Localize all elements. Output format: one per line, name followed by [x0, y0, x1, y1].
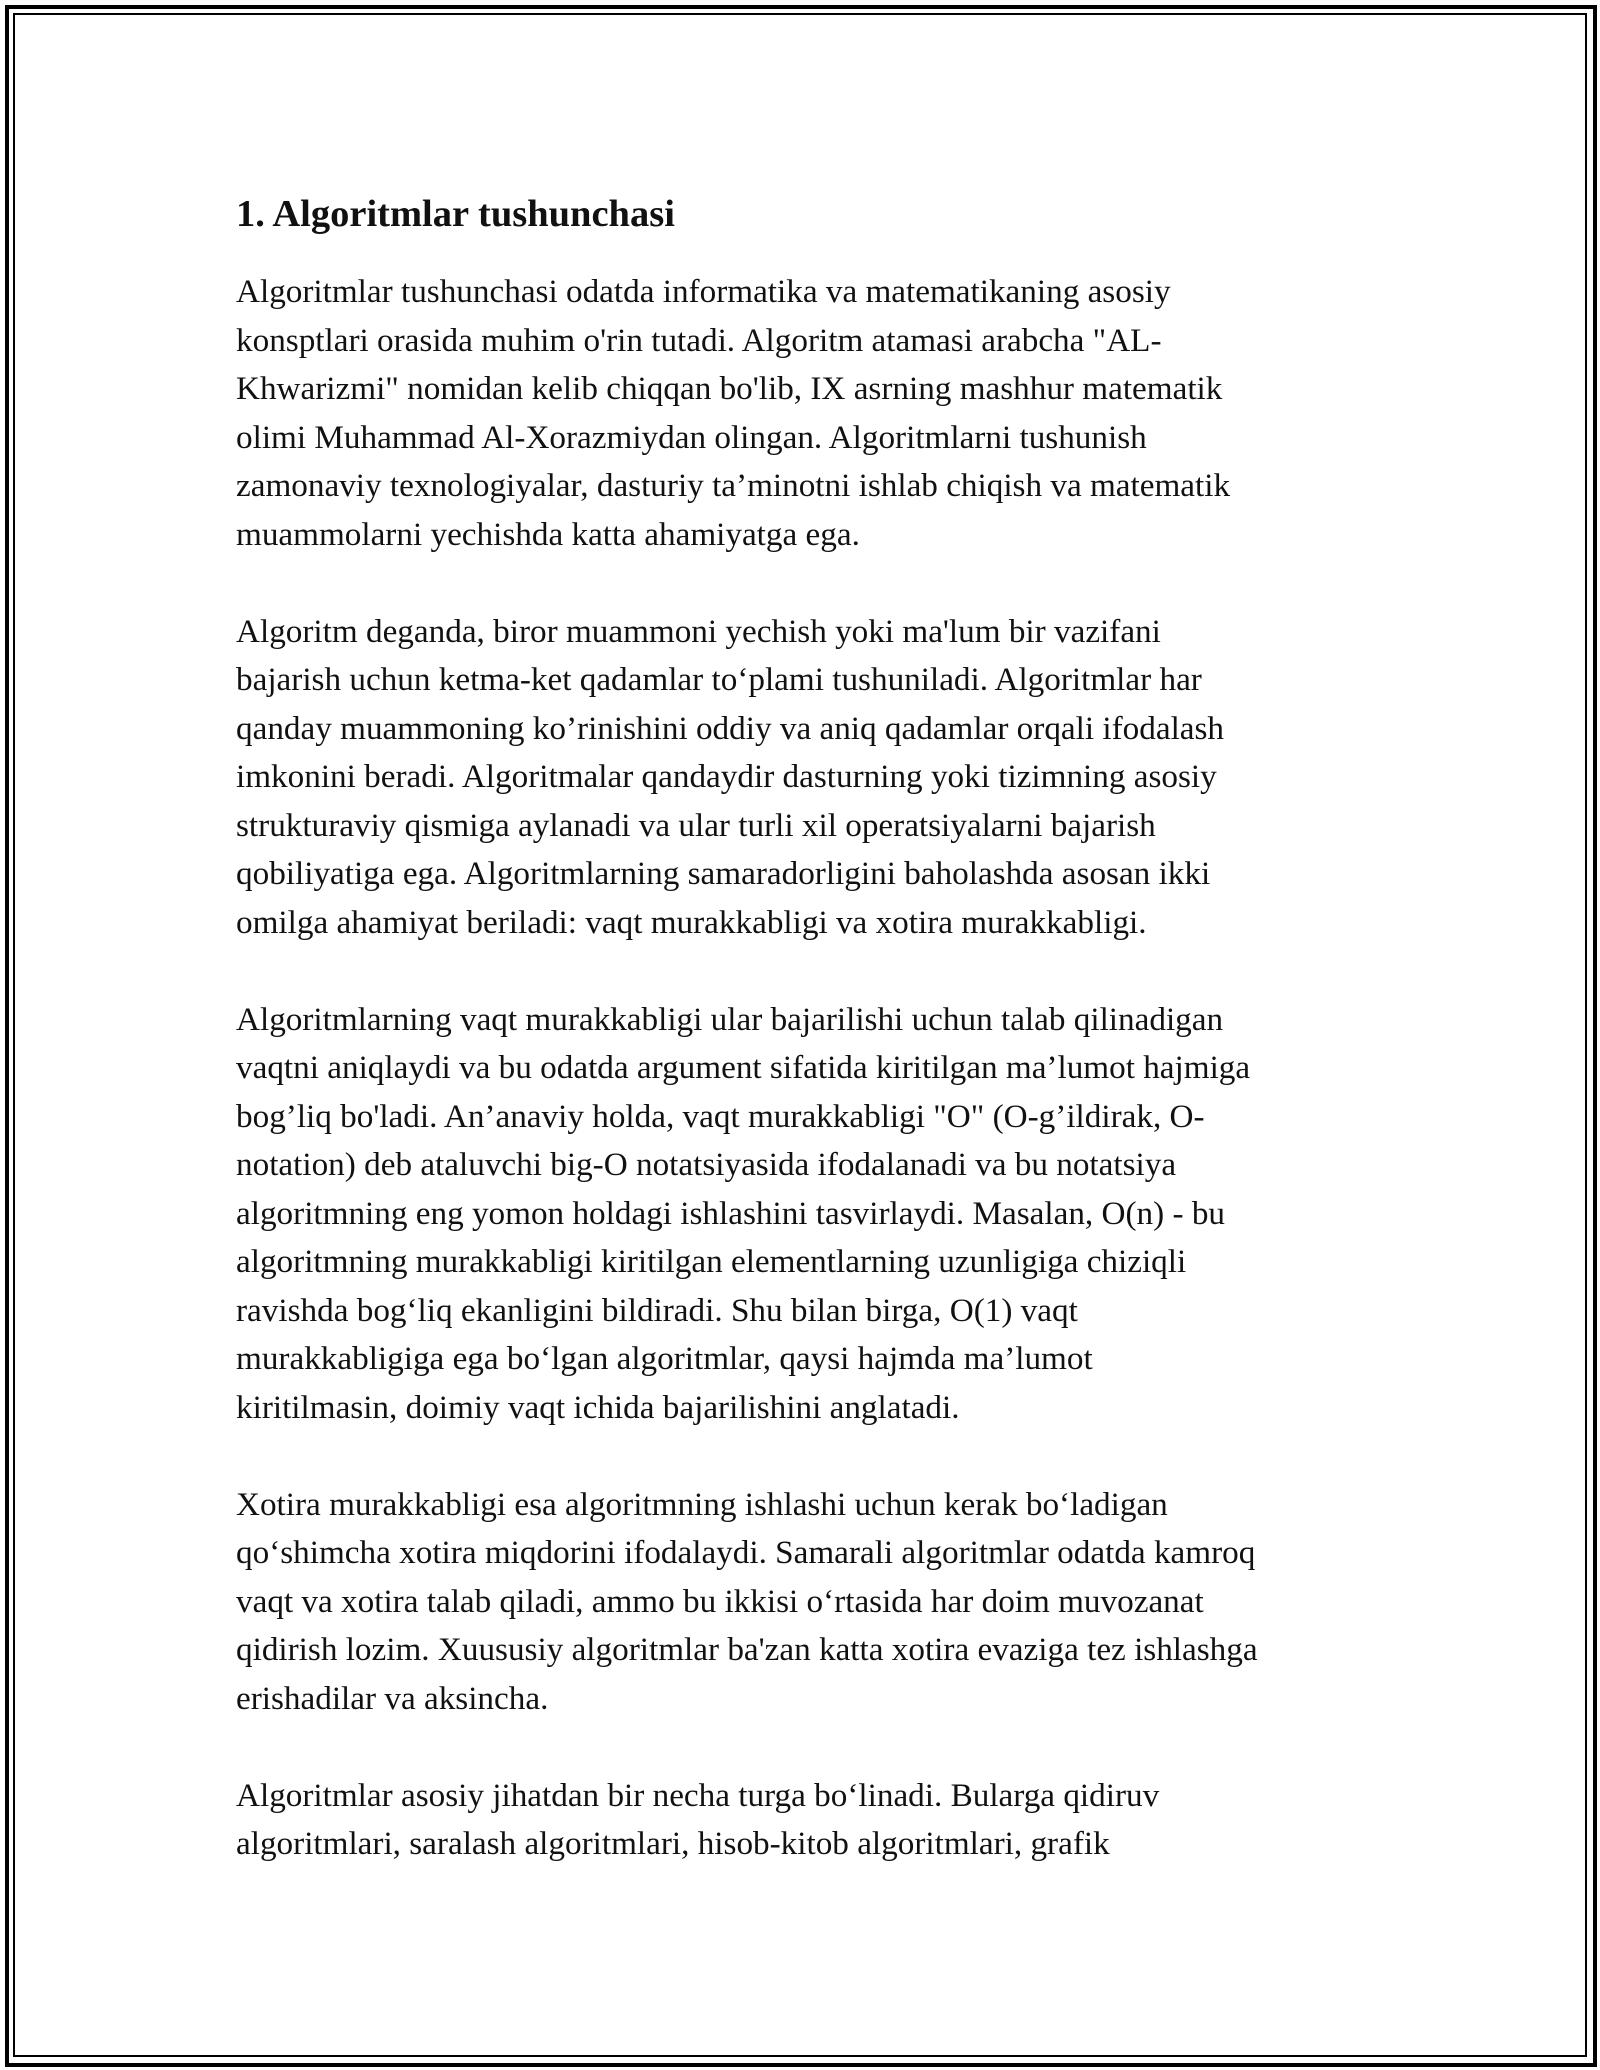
text-line: zamonaviy texnologiyalar, dasturiy ta’minotni ishlab chiqish va matematik	[236, 467, 1231, 504]
text-line: algoritmning murakkabligi kiritilgan elementlarning uzunligiga chiziqli	[236, 1243, 1187, 1280]
text-line: qobiliyatiga ega. Algoritmlarning samaradorligini baholashda asosan ikki	[236, 855, 1211, 892]
text-line: imkonini beradi. Algoritmalar qandaydir dasturning yoki tizimning asosiy	[236, 758, 1217, 795]
document-page	[236, 188, 1386, 1917]
text-line: qanday muammoning ko’rinishini oddiy va aniq qadamlar orqali ifodalash	[236, 709, 1225, 747]
text-line: konsptlari orasida muhim o'rin tutadi. Algoritm atamasi arabcha "AL-	[236, 321, 1162, 359]
text-line: Algoritm deganda, biror muammoni yechish yoki ma'lum bir vazifani	[236, 612, 1161, 650]
text-line: Khwarizmi" nomidan kelib chiqqan bo'lib, IX asrning mashhur matematik	[236, 370, 1223, 407]
text-line: bog’liq bo'ladi. An’anaviy holda, vaqt murakkabligi "O" (O-g’ildirak, O-	[236, 1097, 1205, 1135]
text-line: vaqtni aniqlaydi va bu odatda argument sifatida kiritilgan ma’lumot hajmiga	[236, 1049, 1251, 1086]
text-line: muammolarni yechishda katta ahamiyatga ega.	[236, 515, 860, 553]
text-line: murakkabligiga ega bo‘lgan algoritmlar, qaysi hajmda ma’lumot	[236, 1340, 1093, 1377]
text-line: kiritilmasin, doimiy vaqt ichida bajarilishini anglatadi.	[236, 1388, 960, 1426]
text-line: ravishda bog‘liq ekanligini bildiradi. Shu bilan birga, O(1) vaqt	[236, 1291, 1078, 1329]
text-line: qidirish lozim. Xuususiy algoritmlar ba'zan katta xotira evaziga tez ishlashga	[236, 1631, 1258, 1668]
text-line: Algoritmlarning vaqt murakkabligi ular bajarilishi uchun talab qilinadigan	[236, 1000, 1224, 1038]
text-line: algoritmlari, saralash algoritmlari, hisob-kitob algoritmlari, grafik	[236, 1825, 1110, 1862]
text-line: olimi Muhammad Al-Xorazmiydan olingan. Algoritmlarni tushunish	[236, 418, 1147, 456]
section-heading: 1. Algoritmlar tushunchasi	[236, 193, 675, 235]
text-line: qo‘shimcha xotira miqdorini ifodalaydi. Samarali algoritmlar odatda kamroq	[236, 1534, 1256, 1571]
text-line: Algoritmlar tushunchasi odatda informatika va matematikaning asosiy	[236, 273, 1171, 310]
paragraph-time-complexity	[236, 996, 1386, 1433]
paragraph-definition	[236, 608, 1386, 948]
text-line: omilga ahamiyat beriladi: vaqt murakkabligi va xotira murakkabligi.	[236, 903, 1147, 941]
paragraph-intro	[236, 268, 1386, 559]
paragraph-memory-complexity	[236, 1481, 1386, 1724]
text-line: Algoritmlar asosiy jihatdan bir necha turga bo‘linadi. Bularga qidiruv	[236, 1776, 1160, 1814]
paragraph-types	[236, 1772, 1386, 1869]
text-line: strukturaviy qismiga aylanadi va ular turli xil operatsiyalarni bajarish	[236, 806, 1156, 844]
text-line: algoritmning eng yomon holdagi ishlashini tasvirlaydi. Masalan, O(n) - bu	[236, 1194, 1226, 1232]
text-line: notation) deb ataluvchi big-O notatsiyasida ifodalanadi va bu notatsiya	[236, 1146, 1177, 1183]
text-line: erishadilar va aksincha.	[236, 1679, 549, 1717]
text-line: vaqt va xotira talab qiladi, ammo bu ikkisi o‘rtasida har doim muvozanat	[236, 1582, 1204, 1620]
text-line: Xotira murakkabligi esa algoritmning ishlashi uchun kerak bo‘ladigan	[236, 1485, 1168, 1523]
text-line: bajarish uchun ketma-ket qadamlar to‘plami tushuniladi. Algoritmlar har	[236, 661, 1202, 698]
